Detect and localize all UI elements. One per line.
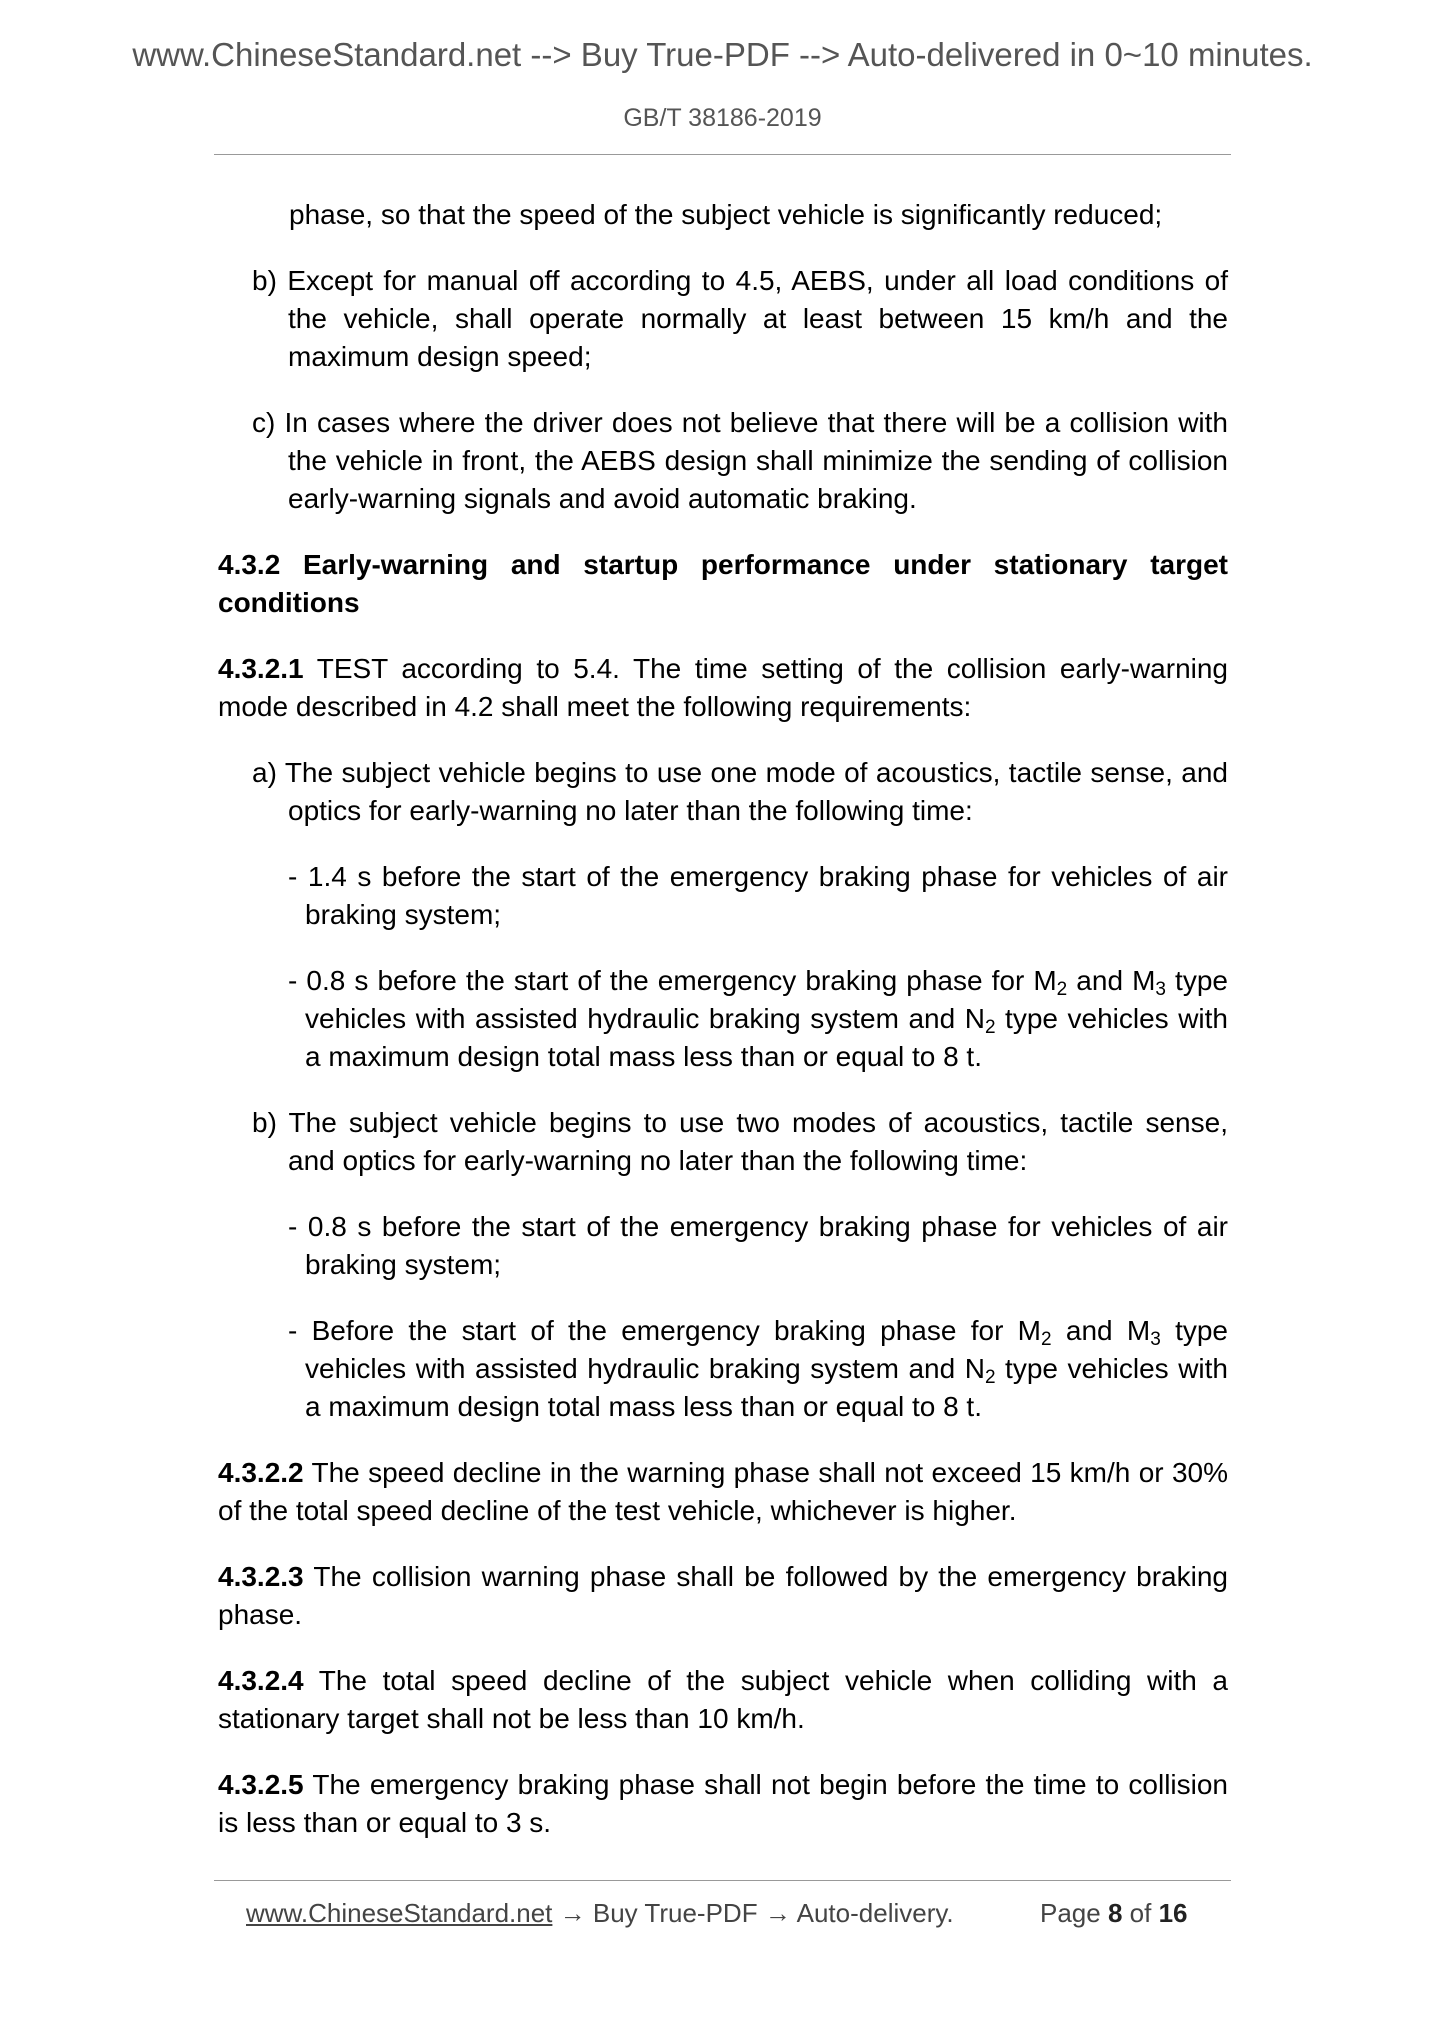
arrow-right-icon: → bbox=[559, 1898, 586, 1928]
dash-text: and M bbox=[1051, 1315, 1151, 1346]
list-text: In cases where the driver does not believe that there will be a collision with the vehicle in front, the AEBS design shall minimize the sending of collision early-warning signals and avoid automatic braking. bbox=[284, 407, 1228, 514]
header-divider bbox=[214, 154, 1231, 155]
dash-text: type vehicles with assisted hydraulic braking system and N bbox=[305, 965, 1228, 1034]
footer-delivery-text: Auto-delivery. bbox=[796, 1898, 954, 1928]
clause-text: The collision warning phase shall be followed by the emergency braking phase. bbox=[218, 1561, 1228, 1630]
clause-number: 4.3.2.5 bbox=[218, 1769, 304, 1800]
dash-item: - Before the start of the emergency braking phase for $M_2$ and $M_3$ type vehicles with assisted hydraulic braking system and $N_2$ type vehicles with a maximum design total mass less than or equal to 8 t. bbox=[288, 1315, 1229, 1422]
clause-number: 4.3.2.2 bbox=[218, 1457, 304, 1488]
dash-text: and M bbox=[1067, 965, 1156, 996]
document-body bbox=[218, 196, 1228, 1870]
footer-divider bbox=[214, 1880, 1231, 1881]
list-item-c bbox=[252, 404, 1228, 518]
subscript: 2 bbox=[1041, 1329, 1052, 1350]
clause-text: The emergency braking phase shall not begin before the time to collision is less than or equal to 3 s. bbox=[218, 1769, 1228, 1838]
dash-text: 0.8 s before the start of the emergency braking phase for vehicles of air braking system; bbox=[305, 1211, 1228, 1280]
dash-text: 1.4 s before the start of the emergency braking phase for vehicles of air braking system; bbox=[305, 861, 1228, 930]
subscript: 2 bbox=[1056, 979, 1068, 1000]
list-label: a) bbox=[252, 757, 277, 788]
dash-text: Before the start of the emergency braking phase for M bbox=[311, 1315, 1042, 1346]
clause-text: The speed decline in the warning phase shall not exceed 15 km/h or 30% of the total speed decline of the test vehicle, whichever is higher. bbox=[218, 1457, 1229, 1526]
list-label: b) bbox=[252, 265, 277, 296]
dash-text: type vehicles with assisted hydraulic braking system and N bbox=[305, 1315, 1229, 1384]
clause-number: 4.3.2.3 bbox=[218, 1561, 304, 1592]
dash-text: type vehicles with a maximum design total mass less than or equal to 8 t. bbox=[305, 1353, 1229, 1422]
clause-4-3-2-4 bbox=[218, 1662, 1228, 1738]
clause-text: The total speed decline of the subject vehicle when colliding with a stationary target shall not be less than 10 km/h. bbox=[218, 1665, 1229, 1734]
subscript: 2 bbox=[984, 1367, 996, 1388]
list-label: b) bbox=[252, 1107, 277, 1138]
clause-4-3-2-1 bbox=[218, 650, 1228, 726]
clause-4-3-2-2 bbox=[218, 1454, 1228, 1530]
clause-4-3-2-3 bbox=[218, 1558, 1228, 1634]
section-heading-4-3-2: 4.3.2 Early-warning and startup performance under stationary target conditions bbox=[218, 549, 1228, 618]
page-label: Page bbox=[1040, 1898, 1101, 1928]
subscript: 2 bbox=[984, 1017, 996, 1038]
page-of-label: of bbox=[1129, 1898, 1152, 1928]
list-item-b bbox=[252, 262, 1228, 376]
dash-text: 0.8 s before the start of the emergency braking phase for M bbox=[306, 965, 1057, 996]
dash-item: - 0.8 s before the start of the emergency braking phase for $M_2$ and $M_3$ type vehicles with assisted hydraulic braking system and $N_2$ type vehicles with a maximum design total mass less than or equal to 8 t. bbox=[288, 965, 1229, 1072]
clause-4-3-2-5 bbox=[218, 1766, 1228, 1842]
footer-site-link[interactable]: www.ChineseStandard.net bbox=[246, 1898, 553, 1928]
footer-promo bbox=[246, 1898, 954, 1929]
list-text: The subject vehicle begins to use one mode of acoustics, tactile sense, and optics for early-warning no later than the following time: bbox=[284, 757, 1228, 826]
total-pages: 16 bbox=[1158, 1898, 1188, 1928]
subscript: 3 bbox=[1155, 979, 1166, 1000]
dash-text: type vehicles with a maximum design total mass less than or equal to 8 t. bbox=[305, 1003, 1229, 1072]
dash-item: - 0.8 s before the start of the emergency braking phase for vehicles of air braking system; bbox=[288, 1211, 1228, 1280]
continuation-paragraph: phase, so that the speed of the subject vehicle is significantly reduced; bbox=[289, 199, 1163, 230]
subscript: 3 bbox=[1150, 1329, 1161, 1350]
list-text: Except for manual off according to 4.5, AEBS, under all load conditions of the vehicle, shall operate normally at least between 15 km/h and the maximum design speed; bbox=[287, 265, 1229, 372]
dash-item: - 1.4 s before the start of the emergency braking phase for vehicles of air braking system; bbox=[288, 861, 1228, 930]
top-banner: www.ChineseStandard.net --> Buy True-PDF --> Auto-delivered in 0~10 minutes. bbox=[132, 36, 1313, 73]
current-page: 8 bbox=[1107, 1898, 1123, 1928]
clause-number: 4.3.2.1 bbox=[218, 653, 304, 684]
list-item-a bbox=[252, 754, 1228, 830]
footer-buy-text: Buy True-PDF bbox=[592, 1898, 758, 1928]
page-number bbox=[1040, 1898, 1188, 1929]
arrow-right-icon: → bbox=[764, 1898, 791, 1928]
clause-number: 4.3.2.4 bbox=[218, 1665, 304, 1696]
list-text: The subject vehicle begins to use two modes of acoustics, tactile sense, and optics for early-warning no later than the following time: bbox=[288, 1107, 1228, 1176]
list-item-b2 bbox=[252, 1104, 1228, 1180]
clause-text: TEST according to 5.4. The time setting of the collision early-warning mode described in 4.2 shall meet the following requirements: bbox=[218, 653, 1229, 722]
list-label: c) bbox=[252, 407, 276, 438]
standard-code: GB/T 38186-2019 bbox=[623, 104, 822, 132]
